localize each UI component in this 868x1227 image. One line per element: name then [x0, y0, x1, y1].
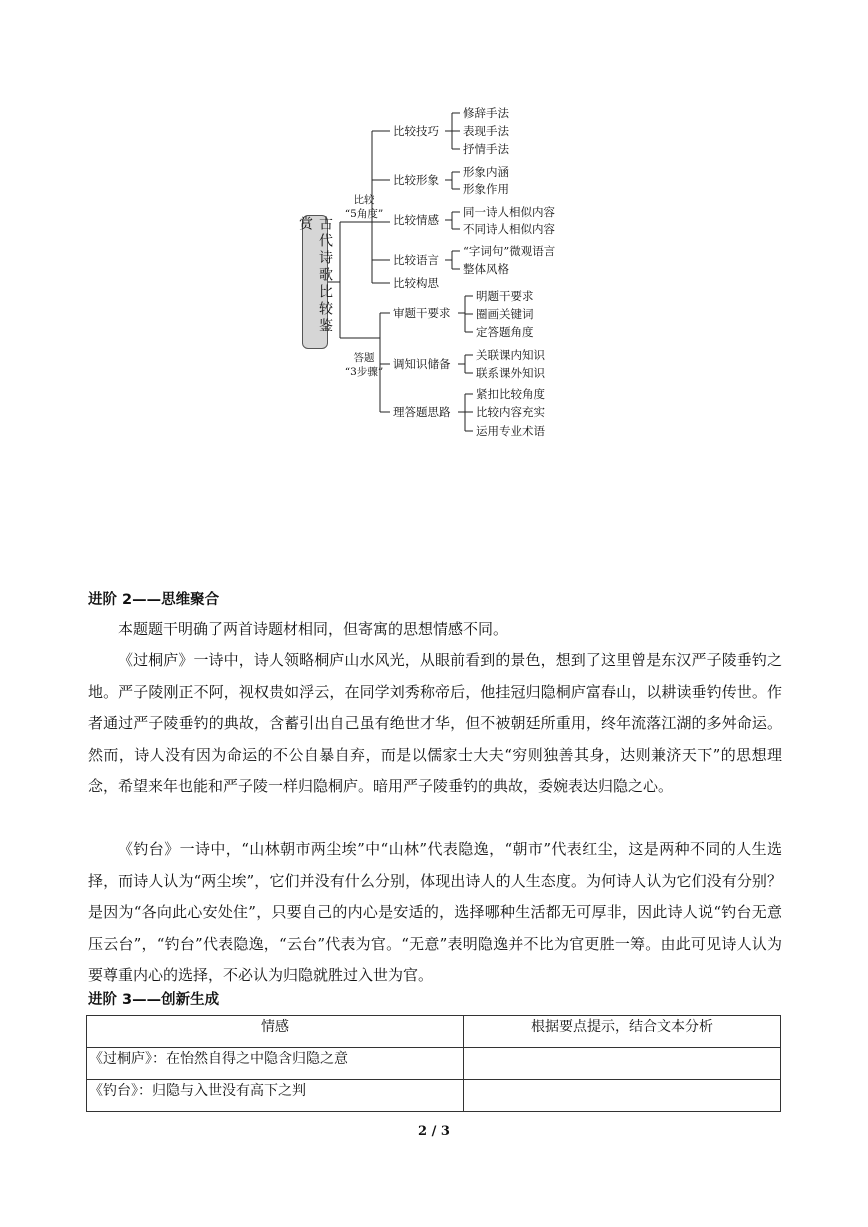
- leaf-use-terms: 运用专业术语: [476, 424, 545, 438]
- node-compare-image: 比较形象: [393, 173, 439, 187]
- branch1-relation-bottom: “5角度”: [344, 208, 384, 220]
- leaf-overall-style: 整体风格: [463, 262, 509, 276]
- leaf-same-poet: 同一诗人相似内容: [463, 205, 555, 219]
- leaf-micro-language: “字词句”微观语言: [463, 244, 556, 258]
- branch2-relation-bottom: “3步骤”: [344, 366, 384, 378]
- branch2-relation-top: 答题: [353, 352, 375, 364]
- branch1-relation-top: 比较: [353, 194, 375, 206]
- mind-map-connectors: [0, 0, 868, 460]
- table-cell-analysis-answer[interactable]: [464, 1080, 781, 1112]
- table-row: [87, 1048, 781, 1080]
- section2-paragraph-diaotai: 《钓台》一诗中，“山林朝市两尘埃”中“山林”代表隐逸，“朝市”代表红尘，这是两种不同的人生选择，而诗人认为“两尘埃”，它们并没有什么分别，体现出诗人的人生态度。为何诗人认为它们没有分别？是因为“各向此心安处住”，只要自己的内心是安适的，选择哪种生活都无可厚非，因此诗人说“钓台无意压云台”，“钓台”代表隐逸，“云台”代表为官。“无意”表明隐逸并不比为官更胜一筹。由此可见诗人认为要尊重内心的选择，不必认为归隐就胜过入世为官。: [88, 840, 782, 984]
- branch2-relation-label: [336, 351, 392, 379]
- leaf-extra-knowledge: 联系课外知识: [476, 366, 545, 380]
- table-cell-emotion: 《钓台》：归隐与入世没有高下之判: [87, 1080, 464, 1112]
- node-compare-language: 比较语言: [393, 253, 439, 267]
- mind-map-root-label: 古代诗歌比较鉴赏: [297, 216, 333, 335]
- node-organize-answer: 理答题思路: [393, 405, 451, 419]
- leaf-rhetoric: 修辞手法: [463, 106, 509, 120]
- mind-map-diagram: [0, 0, 868, 460]
- leaf-image-meaning: 形象内涵: [463, 165, 509, 179]
- leaf-set-angle: 定答题角度: [476, 325, 534, 339]
- leaf-lyric: 抒情手法: [463, 142, 509, 156]
- node-recall-knowledge: 调知识储备: [393, 357, 451, 371]
- branch1-relation-label: [336, 193, 392, 221]
- leaf-different-poets: 不同诗人相似内容: [463, 222, 555, 236]
- table-cell-analysis-answer[interactable]: [464, 1048, 781, 1080]
- table-header-row: [87, 1016, 781, 1048]
- mind-map-root-node: [297, 215, 333, 349]
- leaf-image-function: 形象作用: [463, 182, 509, 196]
- section2-paragraph-intro: 本题题干明确了两首诗题材相同，但寄寓的思想情感不同。: [118, 620, 509, 638]
- leaf-rich-content: 比较内容充实: [476, 405, 545, 419]
- table-header-analysis: 根据要点提示，结合文本分析: [464, 1016, 781, 1048]
- leaf-in-class-knowledge: 关联课内知识: [476, 348, 545, 362]
- analysis-table: [86, 1015, 781, 1112]
- node-compare-emotion: 比较情感: [393, 213, 439, 227]
- section2-heading: 进阶 2——思维聚合: [88, 592, 220, 608]
- table-header-emotion: 情感: [87, 1016, 464, 1048]
- leaf-circle-keywords: 圈画关键词: [476, 307, 534, 321]
- section2-paragraph-guotonglu: 《过桐庐》一诗中，诗人领略桐庐山水风光，从眼前看到的景色，想到了这里曾是东汉严子陵垂钓之地。严子陵刚正不阿，视权贵如浮云，在同学刘秀称帝后，他挂冠归隐桐庐富春山，以耕读垂钓传世。作者通过严子陵垂钓的典故，含蓄引出自己虽有绝世才华，但不被朝廷所重用，终年流落江湖的多舛命运。然而，诗人没有因为命运的不公自暴自弃，而是以儒家士大夫“穷则独善其身，达则兼济天下”的思想理念，希望来年也能和严子陵一样归隐桐庐。暗用严子陵垂钓的典故，委婉表达归隐之心。: [88, 651, 782, 795]
- leaf-follow-angle: 紧扣比较角度: [476, 387, 545, 401]
- page-number: 2 / 3: [418, 1124, 450, 1139]
- table-row: [87, 1080, 781, 1112]
- leaf-clarify-requirements: 明题干要求: [476, 289, 534, 303]
- table-cell-emotion: 《过桐庐》：在怡然自得之中隐含归隐之意: [87, 1048, 464, 1080]
- node-read-question: 审题干要求: [393, 306, 451, 320]
- node-compare-technique: 比较技巧: [393, 124, 439, 138]
- section3-heading: 进阶 3——创新生成: [88, 992, 220, 1008]
- node-compare-conception: 比较构思: [393, 276, 439, 290]
- leaf-expression: 表现手法: [463, 124, 509, 138]
